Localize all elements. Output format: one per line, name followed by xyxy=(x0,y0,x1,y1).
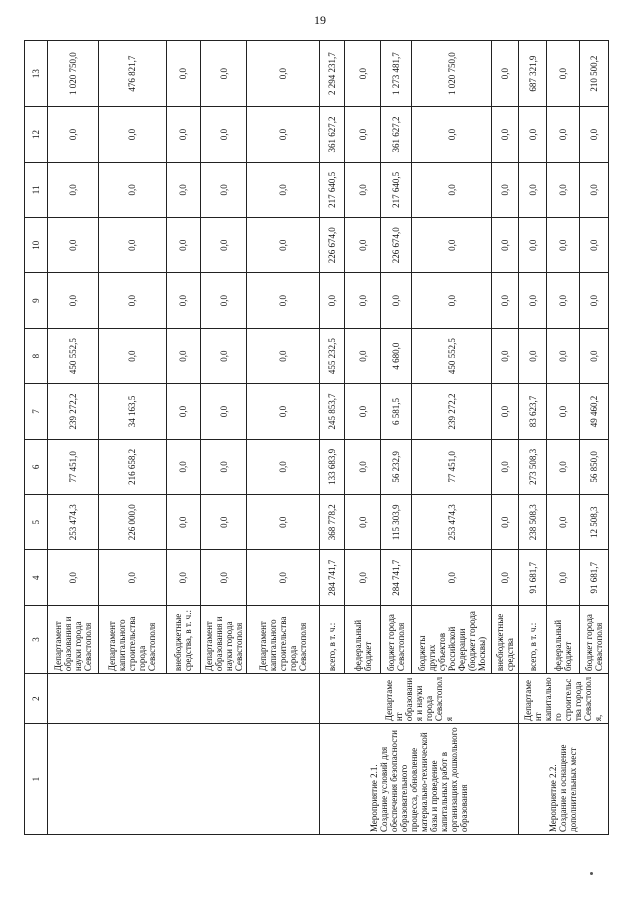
value-cell: 0,0 xyxy=(200,495,247,550)
value-cell: 0,0 xyxy=(167,107,201,162)
value-cell: 0,0 xyxy=(98,218,166,273)
value-cell: 0,0 xyxy=(345,273,381,328)
measure-2-2-title: Мероприятие 2.2. Создание и оснащение дополнительных мест xyxy=(518,724,608,835)
value-cell: 0,0 xyxy=(580,328,609,383)
value-cell: 0,0 xyxy=(98,328,166,383)
value-cell: 238 508,3 xyxy=(518,495,547,550)
value-cell: 0,0 xyxy=(547,550,580,605)
value-cell: 0,0 xyxy=(412,218,491,273)
value-cell: 0,0 xyxy=(412,107,491,162)
value-cell: 0,0 xyxy=(247,162,320,217)
value-cell: 56 850,0 xyxy=(580,439,609,494)
value-cell: 0,0 xyxy=(518,328,547,383)
value-cell: 0,0 xyxy=(491,273,518,328)
value-cell: 0,0 xyxy=(47,550,98,605)
value-cell: 0,0 xyxy=(247,107,320,162)
value-cell: 0,0 xyxy=(580,218,609,273)
value-cell: 0,0 xyxy=(547,495,580,550)
value-cell: 217 640,5 xyxy=(380,162,411,217)
value-cell: 216 658,2 xyxy=(98,439,166,494)
budget-table xyxy=(24,40,609,835)
value-cell: 1 273 481,7 xyxy=(380,41,411,107)
value-cell: 217 640,5 xyxy=(320,162,345,217)
value-cell: 0,0 xyxy=(547,328,580,383)
source-cell: Департамент капитального строительства города Севастополя xyxy=(98,605,166,673)
value-cell: 0,0 xyxy=(491,495,518,550)
value-cell: 0,0 xyxy=(345,495,381,550)
source-cell: Департамент образования и науки города Севастополя xyxy=(200,605,247,673)
header-cell: 5 xyxy=(25,495,48,550)
header-cell: 11 xyxy=(25,162,48,217)
value-cell: 0,0 xyxy=(491,218,518,273)
header-cell: 3 xyxy=(25,605,48,673)
value-cell: 77 451,0 xyxy=(47,439,98,494)
value-cell: 0,0 xyxy=(47,218,98,273)
value-cell: 226 674,0 xyxy=(380,218,411,273)
value-cell: 0,0 xyxy=(200,162,247,217)
header-cell: 12 xyxy=(25,107,48,162)
value-cell: 253 474,3 xyxy=(47,495,98,550)
value-cell: 0,0 xyxy=(412,550,491,605)
value-cell: 0,0 xyxy=(380,273,411,328)
value-cell: 0,0 xyxy=(247,41,320,107)
value-cell: 0,0 xyxy=(167,162,201,217)
value-cell: 12 508,3 xyxy=(580,495,609,550)
value-cell: 0,0 xyxy=(345,439,381,494)
value-cell: 455 232,5 xyxy=(320,328,345,383)
header-cell: 7 xyxy=(25,384,48,439)
value-cell: 0,0 xyxy=(491,439,518,494)
value-cell: 0,0 xyxy=(47,162,98,217)
value-cell: 0,0 xyxy=(167,550,201,605)
value-cell: 0,0 xyxy=(200,273,247,328)
value-cell: 253 474,3 xyxy=(412,495,491,550)
table-row xyxy=(320,41,345,835)
value-cell: 450 552,5 xyxy=(47,328,98,383)
header-cell: 6 xyxy=(25,439,48,494)
value-cell: 226 674,0 xyxy=(320,218,345,273)
value-cell: 0,0 xyxy=(547,162,580,217)
value-cell: 687 321,9 xyxy=(518,41,547,107)
value-cell: 0,0 xyxy=(345,162,381,217)
value-cell: 0,0 xyxy=(247,550,320,605)
value-cell: 476 821,7 xyxy=(98,41,166,107)
value-cell: 0,0 xyxy=(200,384,247,439)
value-cell: 0,0 xyxy=(518,162,547,217)
value-cell: 133 683,9 xyxy=(320,439,345,494)
value-cell: 0,0 xyxy=(167,495,201,550)
value-cell: 361 627,2 xyxy=(380,107,411,162)
value-cell: 226 000,0 xyxy=(98,495,166,550)
page-number: 19 xyxy=(314,13,326,27)
source-cell: всего, в т. ч.: xyxy=(320,605,345,673)
source-cell: федеральный бюджет xyxy=(547,605,580,673)
value-cell: 0,0 xyxy=(247,495,320,550)
value-cell: 1 020 750,0 xyxy=(47,41,98,107)
value-cell: 0,0 xyxy=(167,273,201,328)
value-cell: 210 500,2 xyxy=(580,41,609,107)
value-cell: 0,0 xyxy=(345,550,381,605)
source-cell: всего, в т. ч.: xyxy=(518,605,547,673)
value-cell: 0,0 xyxy=(167,384,201,439)
value-cell: 245 853,7 xyxy=(320,384,345,439)
value-cell: 0,0 xyxy=(47,107,98,162)
source-cell: внебюджетные средства xyxy=(491,605,518,673)
value-cell: 0,0 xyxy=(167,328,201,383)
value-cell: 0,0 xyxy=(547,384,580,439)
header-cell: 1 xyxy=(25,724,48,835)
value-cell: 49 460,2 xyxy=(580,384,609,439)
value-cell: 361 627,2 xyxy=(320,107,345,162)
source-cell: бюджеты других субъектов Российской Федерации (бюджет города Москвы) xyxy=(412,605,491,673)
value-cell: 0,0 xyxy=(200,107,247,162)
header-cell: 13 xyxy=(25,41,48,107)
value-cell: 284 741,7 xyxy=(320,550,345,605)
value-cell: 0,0 xyxy=(345,384,381,439)
value-cell: 0,0 xyxy=(491,550,518,605)
value-cell: 0,0 xyxy=(247,384,320,439)
value-cell: 0,0 xyxy=(200,439,247,494)
value-cell: 0,0 xyxy=(98,550,166,605)
table-row xyxy=(518,41,547,835)
source-cell: бюджет города Севастополя xyxy=(580,605,609,673)
measure-cell-empty xyxy=(47,724,319,835)
value-cell: 0,0 xyxy=(320,273,345,328)
value-cell: 0,0 xyxy=(47,273,98,328)
scan-speck xyxy=(590,872,593,875)
header-row xyxy=(25,41,48,835)
value-cell: 0,0 xyxy=(200,550,247,605)
value-cell: 4 680,0 xyxy=(380,328,411,383)
value-cell: 239 272,2 xyxy=(47,384,98,439)
value-cell: 0,0 xyxy=(518,218,547,273)
budget-table-rotated xyxy=(24,40,609,835)
value-cell: 273 508,3 xyxy=(518,439,547,494)
value-cell: 450 552,5 xyxy=(412,328,491,383)
value-cell: 0,0 xyxy=(518,107,547,162)
value-cell: 0,0 xyxy=(491,162,518,217)
header-cell: 8 xyxy=(25,328,48,383)
value-cell: 0,0 xyxy=(247,328,320,383)
value-cell: 0,0 xyxy=(412,162,491,217)
value-cell: 0,0 xyxy=(547,218,580,273)
value-cell: 0,0 xyxy=(547,439,580,494)
header-cell: 4 xyxy=(25,550,48,605)
source-cell: Департамент образования и науки города Севастополя xyxy=(47,605,98,673)
measure-2-2-executor: Департамент капитального строительства города Севастополя, xyxy=(518,674,608,724)
value-cell: 0,0 xyxy=(200,218,247,273)
header-cell: 10 xyxy=(25,218,48,273)
value-cell: 0,0 xyxy=(98,107,166,162)
value-cell: 115 303,9 xyxy=(380,495,411,550)
measure-2-1-title: Мероприятие 2.1. Создание условий для обеспечения безопасности образовательного процесса, обновление материально-технической базы и проведение капитальных работ в организациях дошкольного образования xyxy=(320,724,519,835)
value-cell: 0,0 xyxy=(345,328,381,383)
value-cell: 0,0 xyxy=(345,41,381,107)
value-cell: 0,0 xyxy=(167,218,201,273)
value-cell: 83 623,7 xyxy=(518,384,547,439)
value-cell: 0,0 xyxy=(491,107,518,162)
source-cell: федеральный бюджет xyxy=(345,605,381,673)
value-cell: 6 581,5 xyxy=(380,384,411,439)
value-cell: 0,0 xyxy=(580,107,609,162)
value-cell: 77 451,0 xyxy=(412,439,491,494)
value-cell: 0,0 xyxy=(580,273,609,328)
value-cell: 91 681,7 xyxy=(580,550,609,605)
value-cell: 0,0 xyxy=(547,41,580,107)
source-cell: Департамент капитального строительства города Севастополя xyxy=(247,605,320,673)
value-cell: 91 681,7 xyxy=(518,550,547,605)
header-cell: 2 xyxy=(25,674,48,724)
value-cell: 0,0 xyxy=(167,439,201,494)
measure-2-1-executor: Департамент образования и науки города Севастополя xyxy=(320,674,519,724)
value-cell: 239 272,2 xyxy=(412,384,491,439)
value-cell: 0,0 xyxy=(491,328,518,383)
executor-cell-empty xyxy=(47,674,319,724)
header-cell: 9 xyxy=(25,273,48,328)
value-cell: 0,0 xyxy=(412,273,491,328)
value-cell: 0,0 xyxy=(98,162,166,217)
value-cell: 34 163,5 xyxy=(98,384,166,439)
value-cell: 0,0 xyxy=(200,41,247,107)
value-cell: 0,0 xyxy=(247,439,320,494)
value-cell: 1 020 750,0 xyxy=(412,41,491,107)
table-row xyxy=(47,41,98,835)
value-cell: 0,0 xyxy=(98,273,166,328)
value-cell: 0,0 xyxy=(167,41,201,107)
source-cell: бюджет города Севастополя xyxy=(380,605,411,673)
value-cell: 0,0 xyxy=(547,273,580,328)
value-cell: 56 232,9 xyxy=(380,439,411,494)
value-cell: 0,0 xyxy=(491,41,518,107)
value-cell: 0,0 xyxy=(491,384,518,439)
value-cell: 0,0 xyxy=(518,273,547,328)
value-cell: 0,0 xyxy=(247,273,320,328)
source-cell: внебюджетные средства, в т. ч.: xyxy=(167,605,201,673)
value-cell: 2 294 231,7 xyxy=(320,41,345,107)
value-cell: 0,0 xyxy=(345,218,381,273)
value-cell: 0,0 xyxy=(200,328,247,383)
value-cell: 0,0 xyxy=(547,107,580,162)
value-cell: 0,0 xyxy=(580,162,609,217)
value-cell: 284 741,7 xyxy=(380,550,411,605)
value-cell: 0,0 xyxy=(247,218,320,273)
value-cell: 0,0 xyxy=(345,107,381,162)
value-cell: 368 778,2 xyxy=(320,495,345,550)
